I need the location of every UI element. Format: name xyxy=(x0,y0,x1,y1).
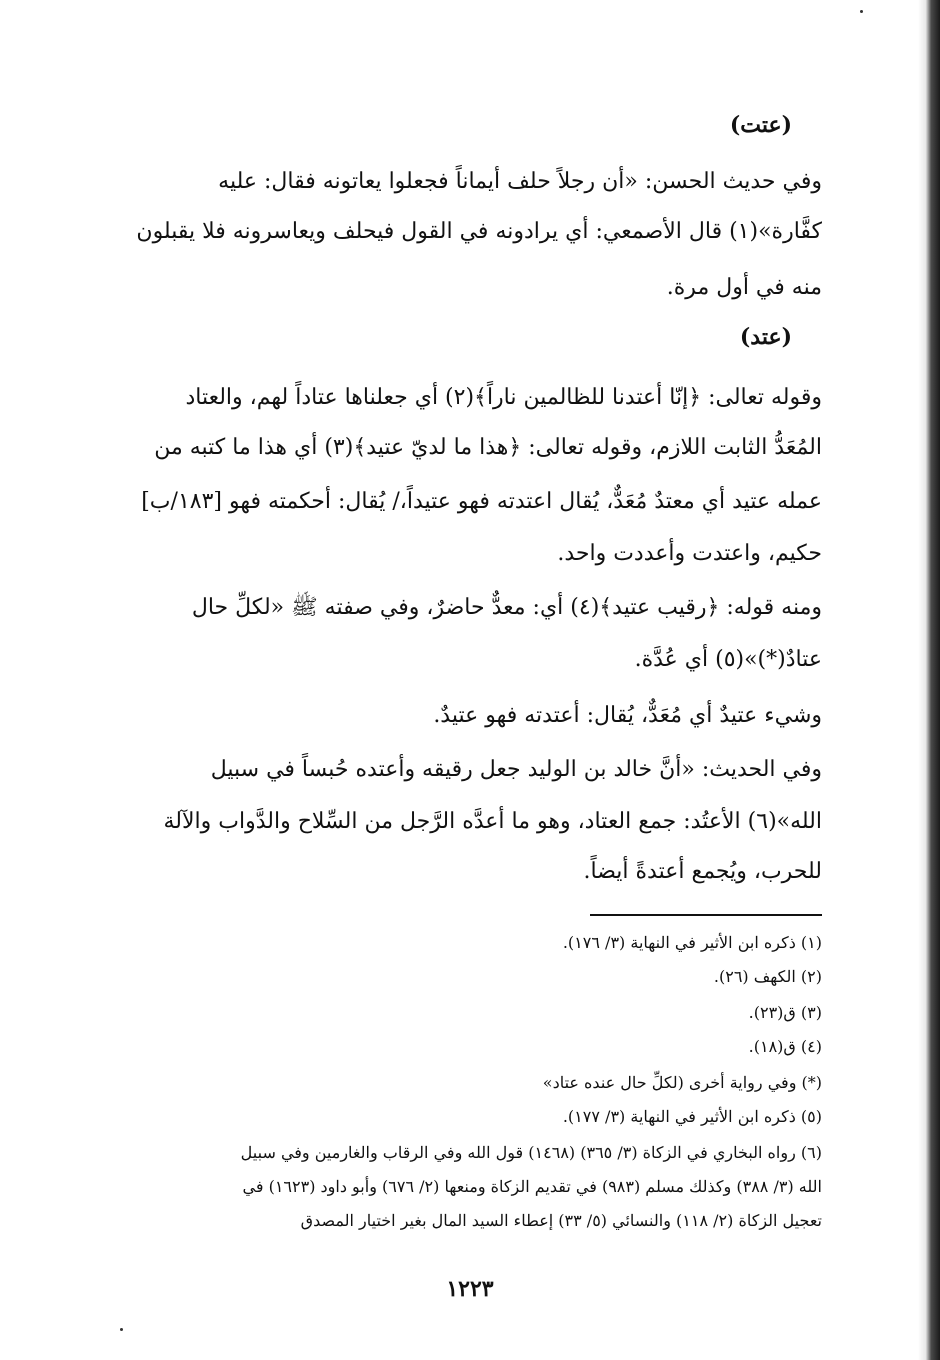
footnote: الله (٣/ ٣٨٨) وكذلك مسلم (٩٨٣) في تقديم الزكاة ومنعها (٢/ ٦٧٦) وأبو داود (١٦٢٣) في xyxy=(242,1177,822,1196)
footnote: (*) وفي رواية أخرى (لكلِّ حال عنده عتاد» xyxy=(542,1073,822,1092)
footnote: (٦) رواه البخاري في الزكاة (٣/ ٣٦٥) (١٤٦٨) قول الله وفي الرقاب والغارمين وفي سبيل xyxy=(240,1143,822,1162)
speck xyxy=(120,1328,123,1331)
text-line: وقوله تعالى: ﴿إنّا أعتدنا للظالمين ناراً﴾(٢) أي جعلناها عتاداً لهم، والعتاد xyxy=(185,385,822,410)
text-line: وفي الحديث: «أنَّ خالد بن الوليد جعل رقيقه وأعتده حُبساً في سبيل xyxy=(210,757,822,782)
text-line: وفي حديث الحسن: «أن رجلاً حلف أيماناً فجعلوا يعاتونه فقال: عليه xyxy=(218,169,822,194)
text-line: الله»(٦) الأعتُد: جمع العتاد، وهو ما أعدَّه الرَّجل من السِّلاح والدَّواب والآلة xyxy=(163,809,822,834)
footnote: (٣) ق(٢٣). xyxy=(748,1003,822,1022)
speck xyxy=(860,10,863,13)
text-line: منه في أول مرة. xyxy=(666,275,822,300)
footnote: (٢) الكهف (٢٦). xyxy=(713,967,822,986)
text-line: للحرب، ويُجمع أعتدةً أيضاً. xyxy=(583,859,822,884)
entry-heading-atad: (عتد) xyxy=(739,324,792,350)
scan-edge-shadow xyxy=(918,0,940,1360)
text-line: وشيء عتيدٌ أي مُعَدٌّ، يُقال: أعتدته فهو عتيدٌ. xyxy=(433,703,822,728)
text-line: حكيم، واعتدت وأعددت واحد. xyxy=(557,541,822,566)
text-line: عتادٌ(*)»(٥) أي عُدَّة. xyxy=(634,647,822,672)
text-line: كفَّارة»(١) قال الأصمعي: أي يرادونه في القول فيحلف ويعاسرونه فلا يقبلون xyxy=(136,219,822,244)
text-line: ومنه قوله: ﴿رقيب عتيد﴾(٤) أي: معدٌّ حاضرٌ، وفي صفته ﷺ «لكلِّ حال xyxy=(191,595,822,620)
page-number: ١٢٢٣ xyxy=(446,1276,494,1302)
text-line: عمله عتيد أي معتدٌ مُعَدٌّ، يُقال اعتدته فهو عتيداً،/ يُقال: أحكمته فهو [١٨٣/ب] xyxy=(141,489,822,514)
footnote: تعجيل الزكاة (٢/ ١١٨) والنسائي (٥/ ٣٣) إعطاء السيد المال بغير اختيار المصدق xyxy=(300,1211,822,1230)
text-line: المُعَدُّ الثابت اللازم، وقوله تعالى: ﴿هذا ما لديّ عتيد﴾(٣) أي هذا ما كتبه من xyxy=(154,435,822,460)
entry-heading-atat: (عتت) xyxy=(729,112,792,138)
footnote: (١) ذكره ابن الأثير في النهاية (٣/ ١٧٦). xyxy=(562,933,822,952)
footnote-separator xyxy=(590,914,822,916)
footnote: (٤) ق(١٨). xyxy=(748,1037,822,1056)
footnote: (٥) ذكره ابن الأثير في النهاية (٣/ ١٧٧). xyxy=(562,1107,822,1126)
